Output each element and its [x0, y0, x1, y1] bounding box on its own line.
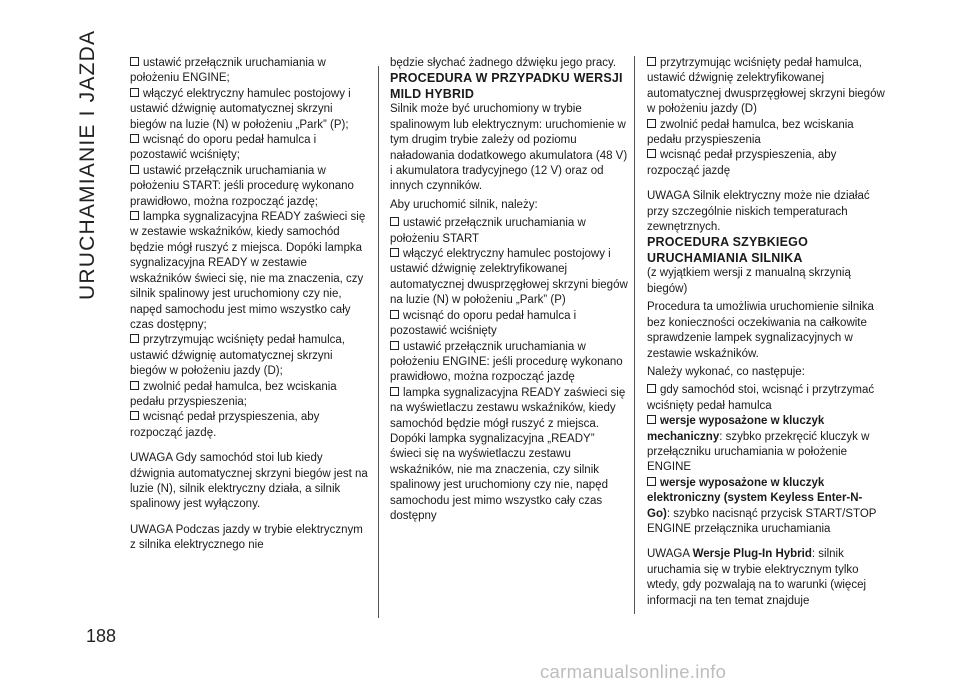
checkbox-bullet-icon [647, 57, 656, 66]
checkbox-bullet-icon [130, 334, 139, 343]
list-item: wcisnąć pedał przyspieszenia, aby rozpocząć jazdę. [130, 411, 320, 439]
section-heading: PROCEDURA SZYBKIEGO URUCHAMIANIA SILNIKA [647, 235, 808, 265]
list-item: lampka sygnalizacyjna READY zaświeci się w zestawie wskaźników, kiedy samochód będzie mógł ruszyć z miejsca. Dopóki lampka sygnalizacyjna READY w zestawie wskaźników świeci się, nie ma znaczenia, czy silnik spalinowy jest uruchomiony czy nie, napęd samochodu jest mimo wszystko cały czas dostępny; [130, 211, 366, 331]
checkbox-bullet-icon [390, 341, 399, 350]
subheading-paragraph: (z wyjątkiem wersji z manualną skrzynią biegów) [647, 267, 851, 295]
checkbox-bullet-icon [130, 134, 139, 143]
note-paragraph: UWAGA Wersje Plug-In Hybrid: silnik uruchamia się w trybie elektrycznym tylko wtedy, gdy pozwalają na to warunki (więcej informacji na ten temat znajduje [647, 548, 867, 607]
checkbox-bullet-icon [647, 149, 656, 158]
column-divider [634, 56, 635, 614]
note-paragraph: UWAGA Gdy samochód stoi lub kiedy dźwignia automatycznej skrzyni biegów jest na luzie (N), silnik elektryczny działa, a silnik spalinowy jest wyłączony. [130, 452, 368, 511]
list-item: gdy samochód stoi, wcisnąć i przytrzymać wciśnięty pedał hamulca [647, 384, 875, 412]
list-item: ustawić przełącznik uruchamiania w położeniu ENGINE: jeśli procedurę wykonano prawidłowo, można rozpocząć jazdę [390, 340, 623, 384]
column-divider [378, 66, 379, 618]
note-paragraph: UWAGA Silnik elektryczny może nie działać przy szczególnie niskich temperaturach zewnętrznych. [647, 190, 870, 234]
list-item: ustawić przełącznik uruchamiania w położeniu START [390, 217, 586, 245]
checkbox-bullet-icon [390, 248, 399, 257]
checkbox-bullet-icon [390, 310, 399, 319]
list-item: wcisnąć do oporu pedał hamulca i pozostawić wciśnięty; [130, 134, 317, 162]
list-item: włączyć elektryczny hamulec postojowy i ustawić dźwignię automatycznej skrzyni biegów na luzie (N) w położeniu „Park” (P); [130, 87, 351, 131]
lead-paragraph: Aby uruchomić silnik, należy: [390, 198, 538, 211]
note-paragraph: UWAGA Podczas jazdy w trybie elektrycznym z silnika elektrycznego nie [130, 523, 363, 552]
checkbox-bullet-icon [647, 477, 656, 486]
list-item: przytrzymując wciśnięty pedał hamulca, ustawić dźwignię automatycznej skrzyni biegów w położeniu jazdy (D); [130, 334, 345, 378]
list-item: wersje wyposażone w kluczyk elektroniczny (system Keyless Enter-N-Go): szybko nacisnąć przycisk START/STOP ENGINE przełącznika uruchamiania [647, 476, 877, 535]
checkbox-bullet-icon [130, 411, 139, 420]
list-item: lampka sygnalizacyjna READY zaświeci się na wyświetlaczu zestawu wskaźników, kiedy samochód będzie mógł ruszyć z miejsca. Dopóki lampka sygnalizacyjna „READY” świeci się na wyświetlaczu zestawu wskaźników, nie ma znaczenia, czy silnik spalinowy jest uruchomiony czy nie, napęd samochodu jest mimo wszystko cały czas dostępny [390, 386, 626, 522]
checkbox-bullet-icon [390, 387, 399, 396]
body-paragraph: Silnik może być uruchomiony w trybie spalinowym lub elektrycznym: uruchomienie w tym drugim trybie zależy od poziomu naładowania dodatkowego akumulatora (48 V) i akumulatora tradycyjnego (12 V) oraz od innych czynników. [390, 103, 628, 193]
list-item: zwolnić pedał hamulca, bez wciskania pedału przyspieszenia [647, 118, 854, 147]
section-heading: PROCEDURA W PRZYPADKU WERSJI MILD HYBRID [390, 71, 623, 101]
checkbox-bullet-icon [647, 119, 656, 128]
checkbox-bullet-icon [130, 165, 139, 174]
checkbox-bullet-icon [130, 88, 139, 97]
list-item: wersje wyposażone w kluczyk mechaniczny: szybko przekręcić kluczyk w przełączniku uruchamiania w położenie ENGINE [647, 415, 870, 474]
list-item: zwolnić pedał hamulca, bez wciskania pedału przyspieszenia; [130, 380, 337, 408]
lead-paragraph: Należy wykonać, co następuje: [647, 365, 805, 378]
watermark: carmanualsonline.info [540, 661, 727, 682]
body-paragraph: Procedura ta umożliwia uruchomienie silnika bez konieczności oczekiwania na całkowite sprawdzenie lampek sygnalizacyjnych w zestawie wskaźników. [647, 301, 874, 360]
list-item: włączyć elektryczny hamulec postojowy i ustawić dźwignię zelektryfikowanej automatycznej dwusprzęgłowej skrzyni biegów na luzie (N) w położeniu „Park” (P) [390, 248, 628, 307]
list-item: wcisnąć pedał przyspieszenia, aby rozpocząć jazdę [647, 149, 837, 177]
section-title: URUCHAMIANIE I JAZDA [76, 29, 99, 300]
page-number: 188 [86, 626, 117, 646]
list-item: przytrzymując wciśnięty pedał hamulca, ustawić dźwignię zelektryfikowanej automatycznej dwusprzęgłowej skrzyni biegów w położeniu jazdy (D) [647, 57, 885, 116]
text-column-2 [390, 56, 628, 524]
continuation-paragraph: będzie słychać żadnego dźwięku jego pracy. [390, 57, 617, 69]
list-item: wcisnąć do oporu pedał hamulca i pozostawić wciśnięty [390, 309, 577, 338]
checkbox-bullet-icon [390, 217, 399, 226]
text-column-3 [647, 56, 885, 609]
checkbox-bullet-icon [130, 57, 139, 66]
checkbox-bullet-icon [647, 384, 656, 393]
checkbox-bullet-icon [647, 415, 656, 424]
checkbox-bullet-icon [130, 381, 139, 390]
list-item: ustawić przełącznik uruchamiania w położeniu ENGINE; [130, 57, 326, 85]
list-item: ustawić przełącznik uruchamiania w położeniu START: jeśli procedurę wykonano prawidłowo, można rozpocząć jazdę; [130, 164, 354, 208]
checkbox-bullet-icon [130, 211, 139, 220]
text-column-1 [130, 56, 368, 554]
